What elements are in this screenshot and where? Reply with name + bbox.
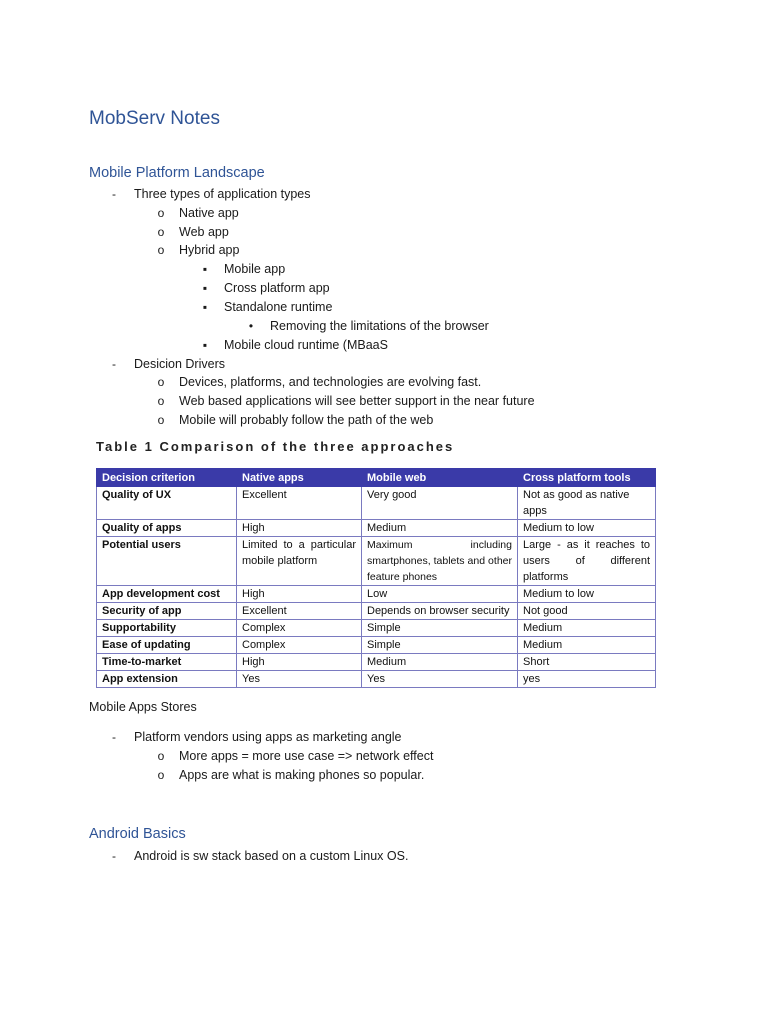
table-cell: Limited to a particular mobile platform xyxy=(237,537,362,586)
dash-bullet: - xyxy=(112,187,116,201)
list-item: Mobile app xyxy=(224,262,286,276)
table-row xyxy=(97,537,656,586)
list-item: Native app xyxy=(179,206,239,220)
table-cell: yes xyxy=(518,671,656,688)
square-bullet: ▪ xyxy=(202,281,208,295)
table-cell: Simple xyxy=(362,637,518,654)
table-header-cell: Decision criterion xyxy=(97,469,237,487)
table-row xyxy=(97,603,656,620)
table-row xyxy=(97,520,656,537)
table-cell: App extension xyxy=(97,671,237,688)
dash-bullet: - xyxy=(112,357,116,371)
circle-bullet: o xyxy=(157,225,165,239)
circle-bullet: o xyxy=(157,394,165,408)
table-cell: Complex xyxy=(237,620,362,637)
list-item: Cross platform app xyxy=(224,281,330,295)
table-row xyxy=(97,654,656,671)
circle-bullet: o xyxy=(157,206,165,220)
table-cell: Simple xyxy=(362,620,518,637)
square-bullet: ▪ xyxy=(202,300,208,314)
comparison-table xyxy=(96,468,656,688)
document-title: MobServ Notes xyxy=(89,108,220,129)
circle-bullet: o xyxy=(157,768,165,782)
table-cell: Very good xyxy=(362,487,518,520)
dash-bullet: - xyxy=(112,849,116,863)
table-row xyxy=(97,487,656,520)
list-item: Web app xyxy=(179,225,229,239)
table-row xyxy=(97,586,656,603)
circle-bullet: o xyxy=(157,375,165,389)
list-item: Android is sw stack based on a custom Linux OS. xyxy=(134,849,409,863)
table-cell: Medium xyxy=(518,637,656,654)
list-item: Mobile will probably follow the path of the web xyxy=(179,413,434,427)
table-header-cell: Cross platform tools xyxy=(518,469,656,487)
circle-bullet: o xyxy=(157,749,165,763)
list-item: Three types of application types xyxy=(134,187,311,201)
table-cell: Maximum including smartphones, tablets and other feature phones xyxy=(362,537,518,586)
table-cell: Not as good as native apps xyxy=(518,487,656,520)
square-bullet: ▪ xyxy=(202,338,208,352)
table-cell: High xyxy=(237,520,362,537)
list-item: Platform vendors using apps as marketing angle xyxy=(134,730,402,744)
table-cell: Yes xyxy=(237,671,362,688)
table-cell: Short xyxy=(518,654,656,671)
table-cell: Time-to-market xyxy=(97,654,237,671)
list-item: Standalone runtime xyxy=(224,300,333,314)
table-row xyxy=(97,637,656,654)
dash-bullet: - xyxy=(112,730,116,744)
list-item: Mobile cloud runtime (MBaaS xyxy=(224,338,388,352)
cropped-table-caption: Table 1 Comparison of the three approaches xyxy=(96,439,455,454)
heading-android-basics: Android Basics xyxy=(89,826,186,842)
list-item: Web based applications will see better support in the near future xyxy=(179,394,535,408)
table-cell: Security of app xyxy=(97,603,237,620)
table-cell: Medium xyxy=(362,654,518,671)
list-item: More apps = more use case => network effect xyxy=(179,749,434,763)
table-header-cell: Native apps xyxy=(237,469,362,487)
table-cell: Medium to low xyxy=(518,520,656,537)
table-cell: App development cost xyxy=(97,586,237,603)
table-cell: Low xyxy=(362,586,518,603)
table-header-row xyxy=(97,469,656,487)
list-item: Devices, platforms, and technologies are evolving fast. xyxy=(179,375,482,389)
table-header-cell: Mobile web xyxy=(362,469,518,487)
heading-mobile-apps-stores: Mobile Apps Stores xyxy=(89,700,197,714)
table-cell: Medium to low xyxy=(518,586,656,603)
table-cell: Quality of UX xyxy=(97,487,237,520)
table-cell: Yes xyxy=(362,671,518,688)
list-item: Desicion Drivers xyxy=(134,357,225,371)
table-cell: Complex xyxy=(237,637,362,654)
list-item: Removing the limitations of the browser xyxy=(270,319,489,333)
table-cell: Excellent xyxy=(237,487,362,520)
heading-mobile-platform-landscape: Mobile Platform Landscape xyxy=(89,165,265,181)
list-item: Hybrid app xyxy=(179,243,240,257)
circle-bullet: o xyxy=(157,413,165,427)
table-cell: Medium xyxy=(362,520,518,537)
square-bullet: ▪ xyxy=(202,262,208,276)
table-cell: Potential users xyxy=(97,537,237,586)
table-cell: Excellent xyxy=(237,603,362,620)
table-cell: Quality of apps xyxy=(97,520,237,537)
table-row xyxy=(97,620,656,637)
table-cell: Large - as it reaches to users of different platforms xyxy=(518,537,656,586)
table-cell: High xyxy=(237,654,362,671)
table-cell: Not good xyxy=(518,603,656,620)
table-cell: Medium xyxy=(518,620,656,637)
table-cell: Supportability xyxy=(97,620,237,637)
table-row xyxy=(97,671,656,688)
list-item: Apps are what is making phones so popular. xyxy=(179,768,425,782)
table-cell: High xyxy=(237,586,362,603)
table-cell: Ease of updating xyxy=(97,637,237,654)
circle-bullet: o xyxy=(157,243,165,257)
dot-bullet: • xyxy=(248,319,254,333)
table-cell: Depends on browser security xyxy=(362,603,518,620)
